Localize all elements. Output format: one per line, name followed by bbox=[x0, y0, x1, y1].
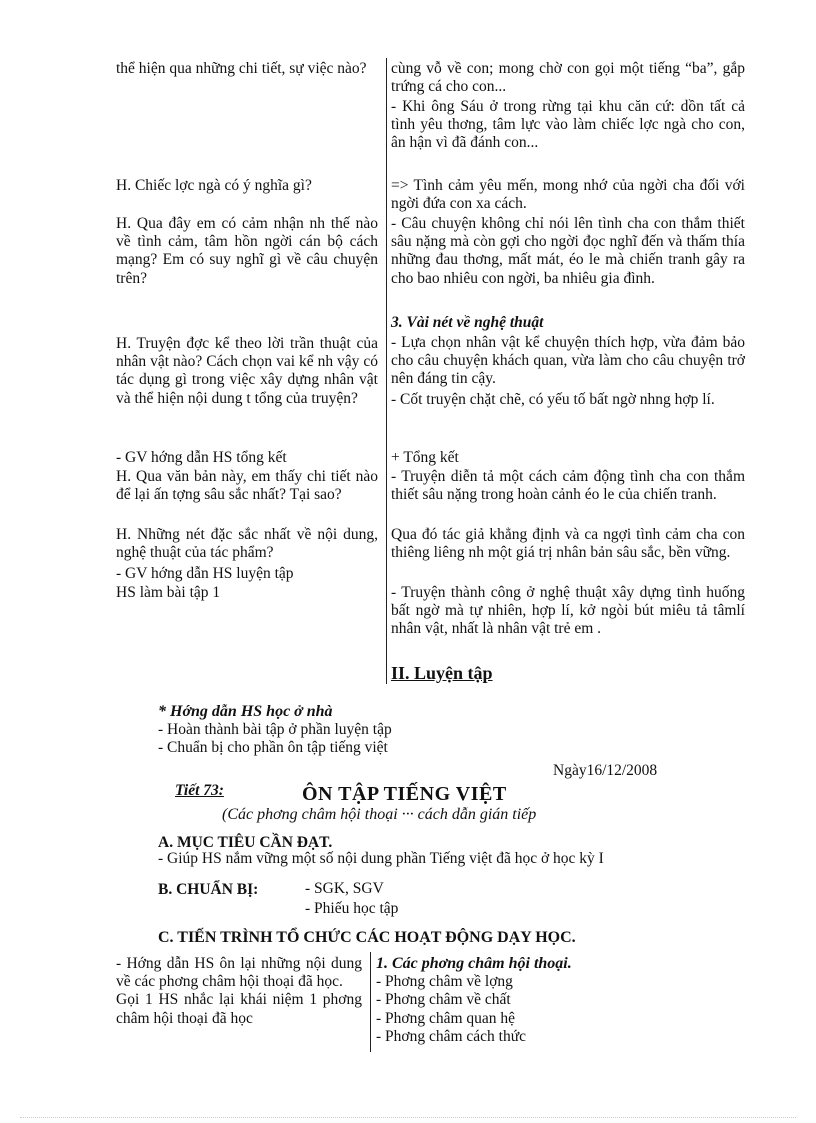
section-b-heading: B. CHUẨN BỊ: bbox=[158, 881, 259, 898]
answer-r4: - Câu chuyện không chỉ nói lên tình cha con thắm thiết sâu nặng mà còn gợi cho ngời đọc nghĩ đến và thấm thía những đau thơng, mất mát, éo le mà chiến tranh gây ra cho bao nhiêu con ngời, ba nhiêu gia đình. bbox=[391, 215, 745, 287]
answer-r6: - Lựa chọn nhân vật kể chuyện thích hợp, vừa đảm bảo cho câu chuyện khách quan, vừa làm cho câu chuyện trở nên đáng tin cậy. bbox=[391, 334, 745, 388]
lesson-date: Ngày16/12/2008 bbox=[553, 762, 658, 779]
answer-r7: - Cốt truyện chặt chẽ, có yếu tố bất ngờ nhng hợp lí. bbox=[391, 391, 715, 408]
note-l8: - GV hớng dẫn HS luyện tập bbox=[116, 565, 294, 582]
answer-r2: - Khi ông Sáu ở trong rừng tại khu căn cứ: dồn tất cả tình yêu thơng, tâm lực vào làm chiếc lợc ngà cho con, ân hận vì đã đánh con... bbox=[391, 98, 745, 152]
section-a-text: - Giúp HS nắm vững một số nội dung phần Tiếng việt đã học ở học kỳ I bbox=[158, 850, 604, 867]
bottom-right-column bbox=[376, 955, 676, 1046]
maxims-heading: 1. Các phơng châm hội thoại. bbox=[376, 955, 572, 972]
lesson-period: Tiết 73: bbox=[175, 782, 224, 799]
homework-heading: * Hớng dẫn HS học ở nhà bbox=[158, 703, 333, 720]
bottom-table-divider bbox=[370, 952, 371, 1052]
question-l6: H. Qua văn bản này, em thấy chi tiết nào để lại ấn tợng sâu sắc nhất? Tại sao? bbox=[116, 468, 378, 504]
bottom-left-column bbox=[116, 955, 362, 1028]
practice-heading: II. Luyện tập bbox=[391, 663, 493, 683]
note-l9: HS làm bài tập 1 bbox=[116, 584, 221, 601]
section-c-heading: C. TIẾN TRÌNH TỔ CHỨC CÁC HOẠT ĐỘNG DẠY HỌC. bbox=[158, 929, 576, 946]
question-l4: H. Truyện đợc kể theo lời trần thuật của nhân vật nào? Cách chọn vai kể nh vậy có tác dụng gì trong việc xây dựng nhân vật và thể hiện nội dung t tổng của truyện? bbox=[116, 335, 378, 407]
maxim-item: - Phơng châm cách thức bbox=[376, 1027, 527, 1045]
homework-item: - Chuẩn bị cho phần ôn tập tiếng việt bbox=[158, 739, 388, 757]
answer-r11: - Truyện thành công ở nghệ thuật xây dựng tình huống bất ngờ mà tự nhiên, hợp lí, kở ngòi bút miêu tả tâmlí nhân vật, nhất là nhân vật trẻ em . bbox=[391, 584, 745, 638]
section-b-item: - Phiếu học tập bbox=[305, 900, 399, 917]
question-l3: H. Qua đây em có cảm nhận nh thế nào về tình cảm, tâm hồn ngời cán bộ cách mạng? Em có suy nghĩ gì về câu chuyện trên? bbox=[116, 215, 378, 287]
section-a-heading: A. MỤC TIÊU CẦN ĐẠT. bbox=[158, 834, 333, 851]
question-l1: thể hiện qua những chi tiết, sự việc nào? bbox=[116, 60, 367, 77]
section-art-heading: 3. Vài nét về nghệ thuật bbox=[391, 314, 544, 331]
answer-r9: - Truyện diễn tả một cách cảm động tình cha con thắm thiết sâu nặng trong hoàn cảnh éo le của chiến tranh. bbox=[391, 468, 745, 504]
maxim-item: - Phơng châm quan hệ bbox=[376, 1009, 516, 1027]
instruction-item: - Hớng dẫn HS ôn lại những nội dung về các phơng châm hội thoại đã học. bbox=[116, 955, 362, 991]
lesson-subtitle: (Các phơng châm hội thoại ··· cách dẫn gián tiếp bbox=[222, 806, 537, 823]
answer-r3: => Tình cảm yêu mến, mong nhớ của ngời cha đối với ngời đứa con xa cách. bbox=[391, 177, 745, 213]
note-l5: - GV hớng dẫn HS tổng kết bbox=[116, 449, 287, 466]
summary-heading: + Tổng kết bbox=[391, 449, 459, 466]
maxim-item: - Phơng châm về lợng bbox=[376, 973, 513, 991]
lesson-title: ÔN TẬP TIẾNG VIỆT bbox=[302, 783, 507, 805]
homework-section bbox=[158, 702, 638, 757]
top-table-divider bbox=[386, 58, 387, 684]
answer-r1: cùng vỗ về con; mong chờ con gọi một tiếng “ba”, gắp trứng cá cho con... bbox=[391, 60, 745, 96]
section-b-item: - SGK, SGV bbox=[305, 880, 384, 897]
question-l7: H. Những nét đặc sắc nhất về nội dung, nghệ thuật của tác phẩm? bbox=[116, 526, 378, 562]
answer-r10: Qua đó tác giả khẳng định và ca ngợi tình cảm cha con thiêng liêng nh một giá trị nhân bản sâu sắc, bền vững. bbox=[391, 526, 745, 562]
maxim-item: - Phơng châm về chất bbox=[376, 991, 511, 1009]
question-l2: H. Chiếc lợc ngà có ý nghĩa gì? bbox=[116, 177, 312, 194]
homework-item: - Hoàn thành bài tập ở phần luyện tập bbox=[158, 721, 392, 738]
instruction-item: Gọi 1 HS nhắc lại khái niệm 1 phơng châm hội thoại đã học bbox=[116, 991, 362, 1027]
page-bottom-rule bbox=[20, 1117, 796, 1118]
